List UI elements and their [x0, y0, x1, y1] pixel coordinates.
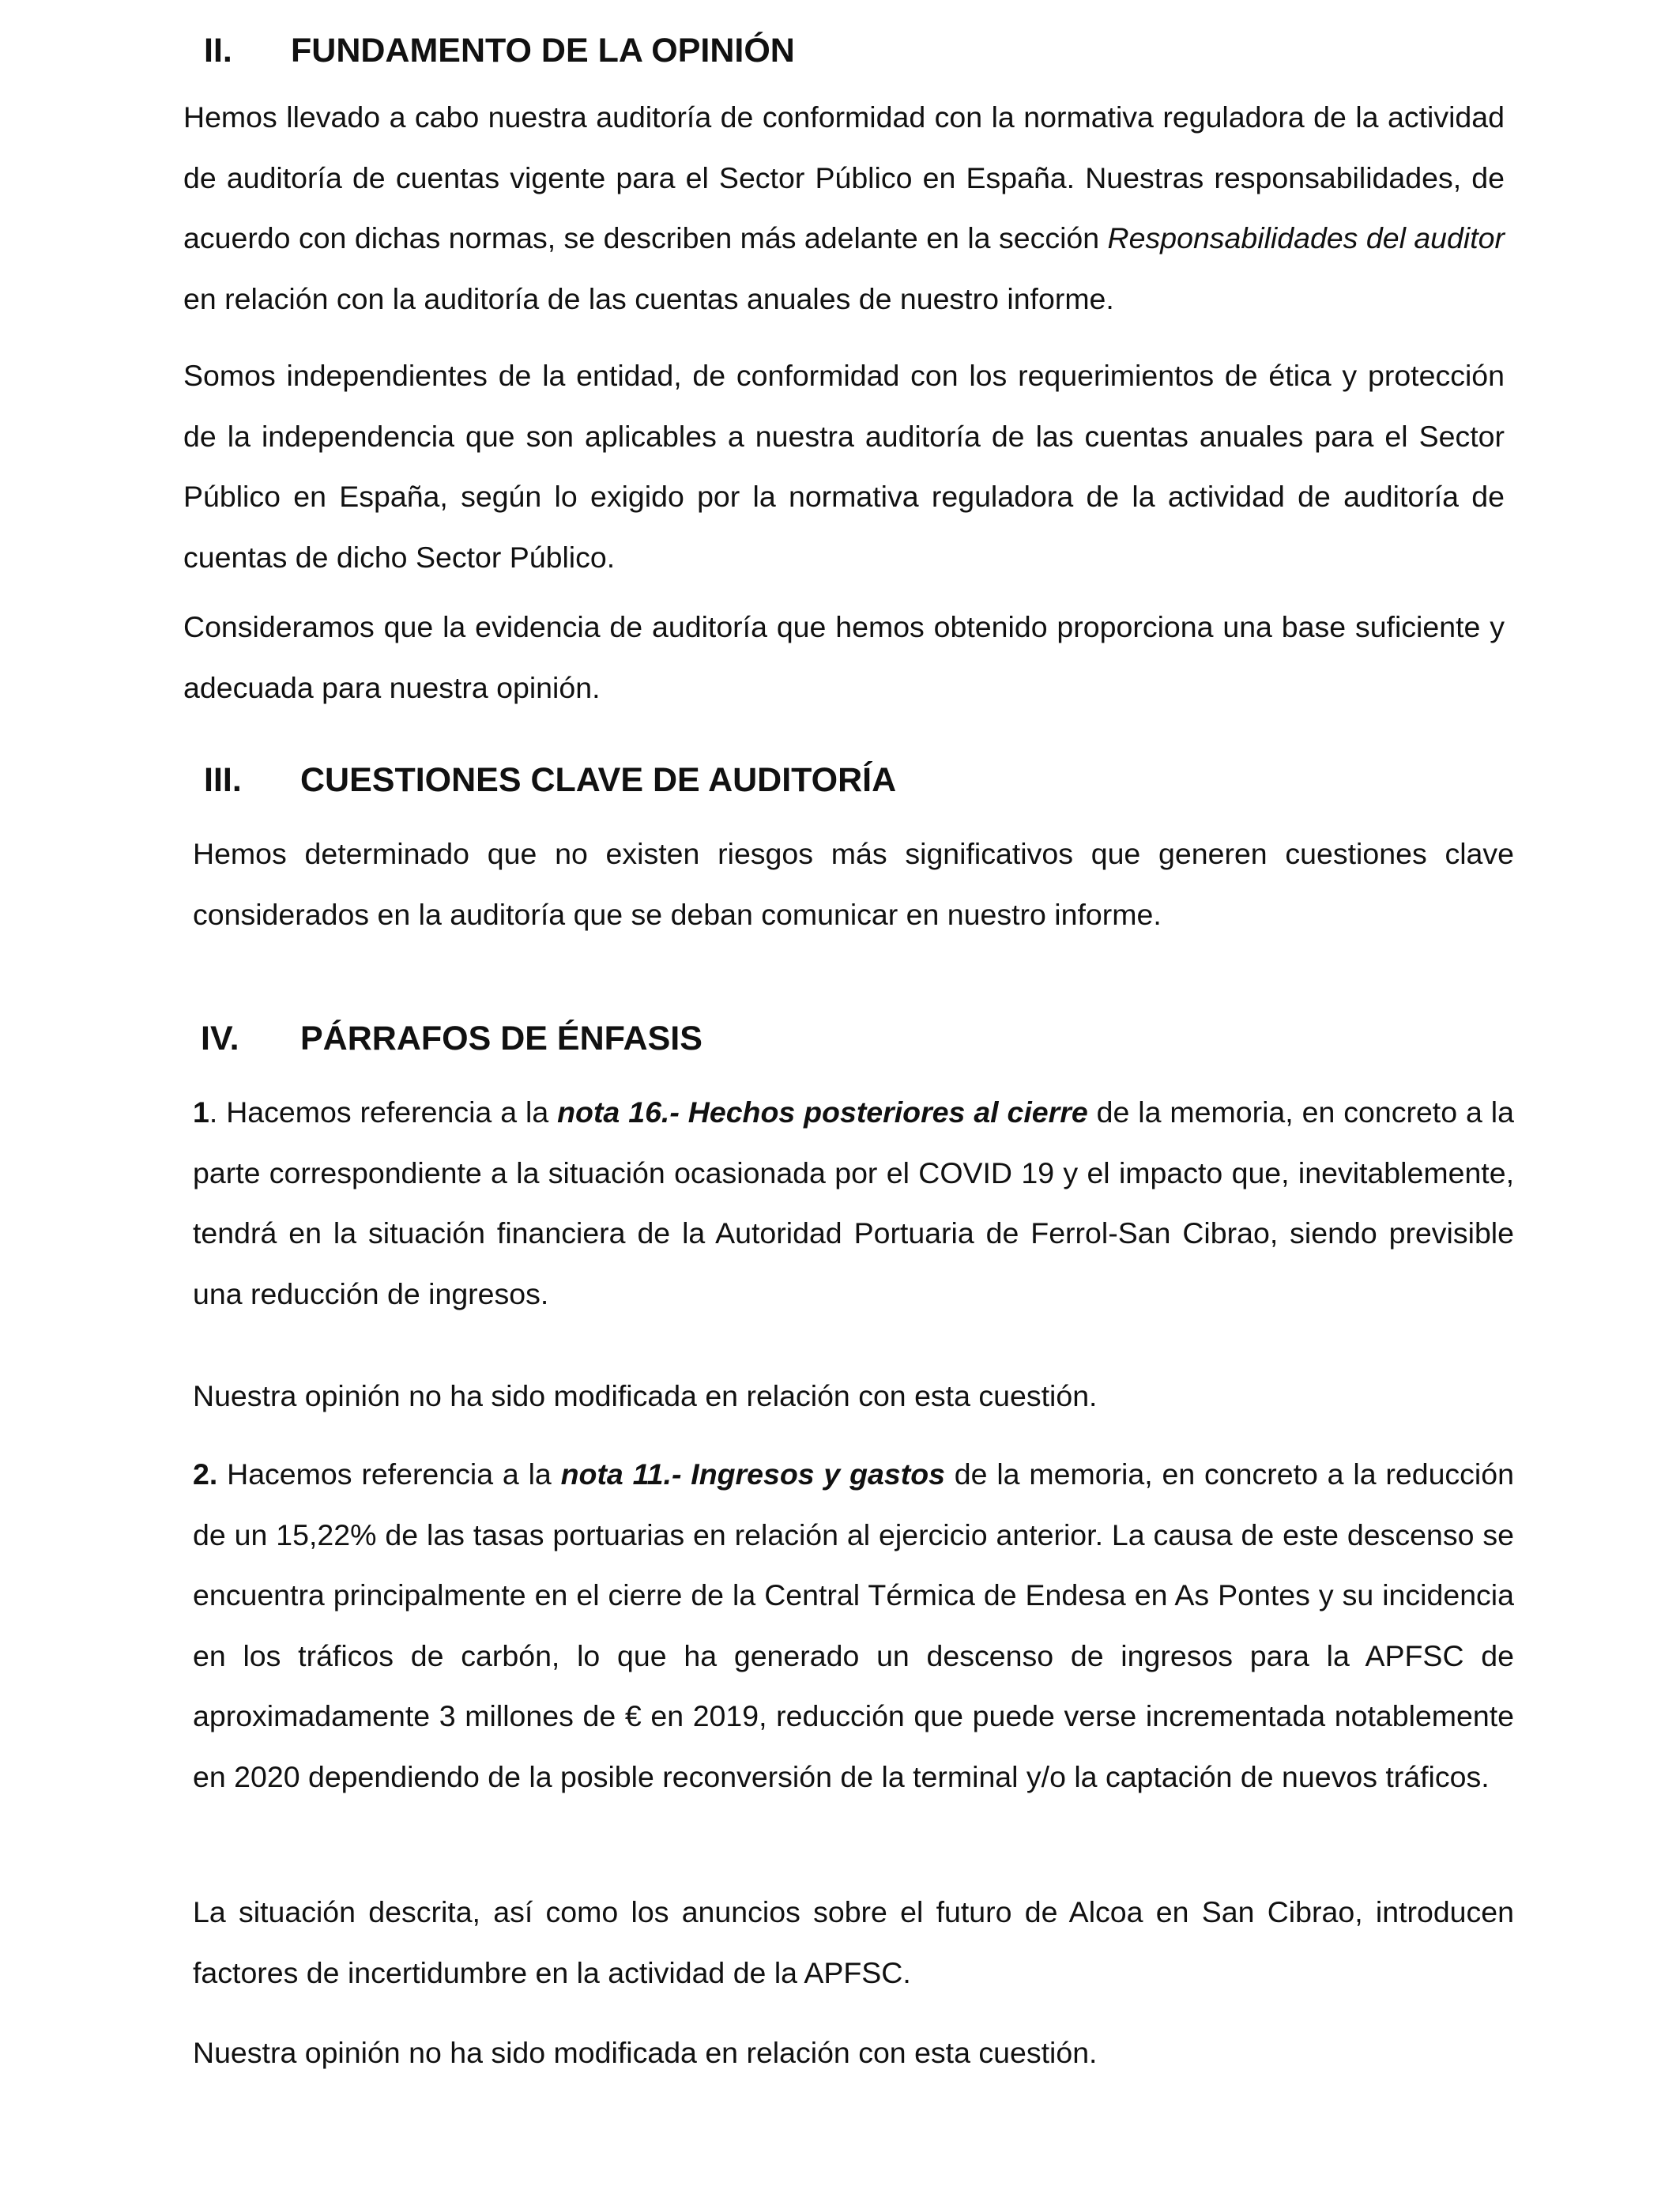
item-number: 2. [193, 1457, 218, 1491]
paragraph-text: Hemos llevado a cabo nuestra auditoría de conformidad con la normativa reguladora de la actividad de auditoría de cuentas vigente para el Sector Público en España. Nuestras responsabilidades, de acuerdo con dichas normas, se describen más adelante en la sección [183, 100, 1505, 254]
paragraph-fundamento-3: Consideramos que la evidencia de auditoría que hemos obtenido proporciona una base suficiente y adecuada para nuestra opinión. [183, 610, 1505, 704]
paragraph-text: . Hacemos referencia a la [209, 1095, 558, 1129]
section-number: IV. [201, 1020, 239, 1057]
paragraph-text: de la memoria, en concreto a la reducción de un 15,22% de las tasas portuarias en relación al ejercicio anterior. La causa de este descenso se encuentra principalmente en el cierre de la Central Térmica de Endesa en As Pontes y su incidencia en los tráficos de carbón, lo que ha generado un descenso de ingresos para la APFSC de aproximadamente 3 millones de € en 2019, reducción que puede verse incrementada notablemente en 2020 dependiendo de la posible reconversión de la terminal y/o la captación de nuevos tráficos. [193, 1457, 1514, 1793]
emphasis-item-2 [193, 1444, 1514, 1807]
emphasis-item-1 [193, 1082, 1514, 1324]
section-title: PÁRRAFOS DE ÉNFASIS [300, 1020, 703, 1057]
section-heading-iii [204, 758, 1525, 802]
note-reference: nota 11.- Ingresos y gastos [560, 1457, 945, 1491]
paragraph-fundamento-2: Somos independientes de la entidad, de conformidad con los requerimientos de ética y protección de la independencia que son aplicables a nuestra auditoría de las cuentas anuales para el Sector Público en España, según lo exigido por la normativa reguladora de la actividad de auditoría de cuentas de dicho Sector Público. [183, 359, 1505, 574]
paragraph-fundamento-1 [183, 87, 1505, 329]
paragraph-text: de la memoria, en concreto a la parte correspondiente a la situación ocasionada por el COVID 19 y el impacto que, inevitablemente, tendrá en la situación financiera de la Autoridad Portuaria de Ferrol-San Cibrao, siendo previsible una reducción de ingresos. [193, 1095, 1514, 1310]
section-heading-ii [204, 28, 1525, 73]
section-heading-iv [201, 1016, 1522, 1061]
paragraph-text: en relación con la auditoría de las cuentas anuales de nuestro informe. [183, 281, 1114, 315]
section-number: III. [204, 761, 242, 799]
section-number: II. [204, 32, 232, 70]
section-title: FUNDAMENTO DE LA OPINIÓN [291, 32, 795, 70]
paragraph-cuestiones-clave: Hemos determinado que no existen riesgos más significativos que generen cuestiones clave considerados en la auditoría que se deban comunicar en nuestro informe. [193, 837, 1514, 931]
section-title: CUESTIONES CLAVE DE AUDITORÍA [300, 761, 897, 799]
emphasis-item-2-paragraph-2: La situación descrita, así como los anuncios sobre el futuro de Alcoa en San Cibrao, introducen factores de incertidumbre en la actividad de la APFSC. [193, 1895, 1514, 1989]
note-reference: nota 16.- Hechos posteriores al cierre [557, 1095, 1088, 1129]
paragraph-text: Hacemos referencia a la [217, 1457, 561, 1491]
item-number: 1 [193, 1095, 209, 1129]
emphasis-item-1-conclusion: Nuestra opinión no ha sido modificada en relación con esta cuestión. [193, 1379, 1098, 1412]
italic-section-reference: Responsabilidades del auditor [1107, 221, 1505, 254]
emphasis-item-2-conclusion: Nuestra opinión no ha sido modificada en relación con esta cuestión. [193, 2036, 1098, 2069]
